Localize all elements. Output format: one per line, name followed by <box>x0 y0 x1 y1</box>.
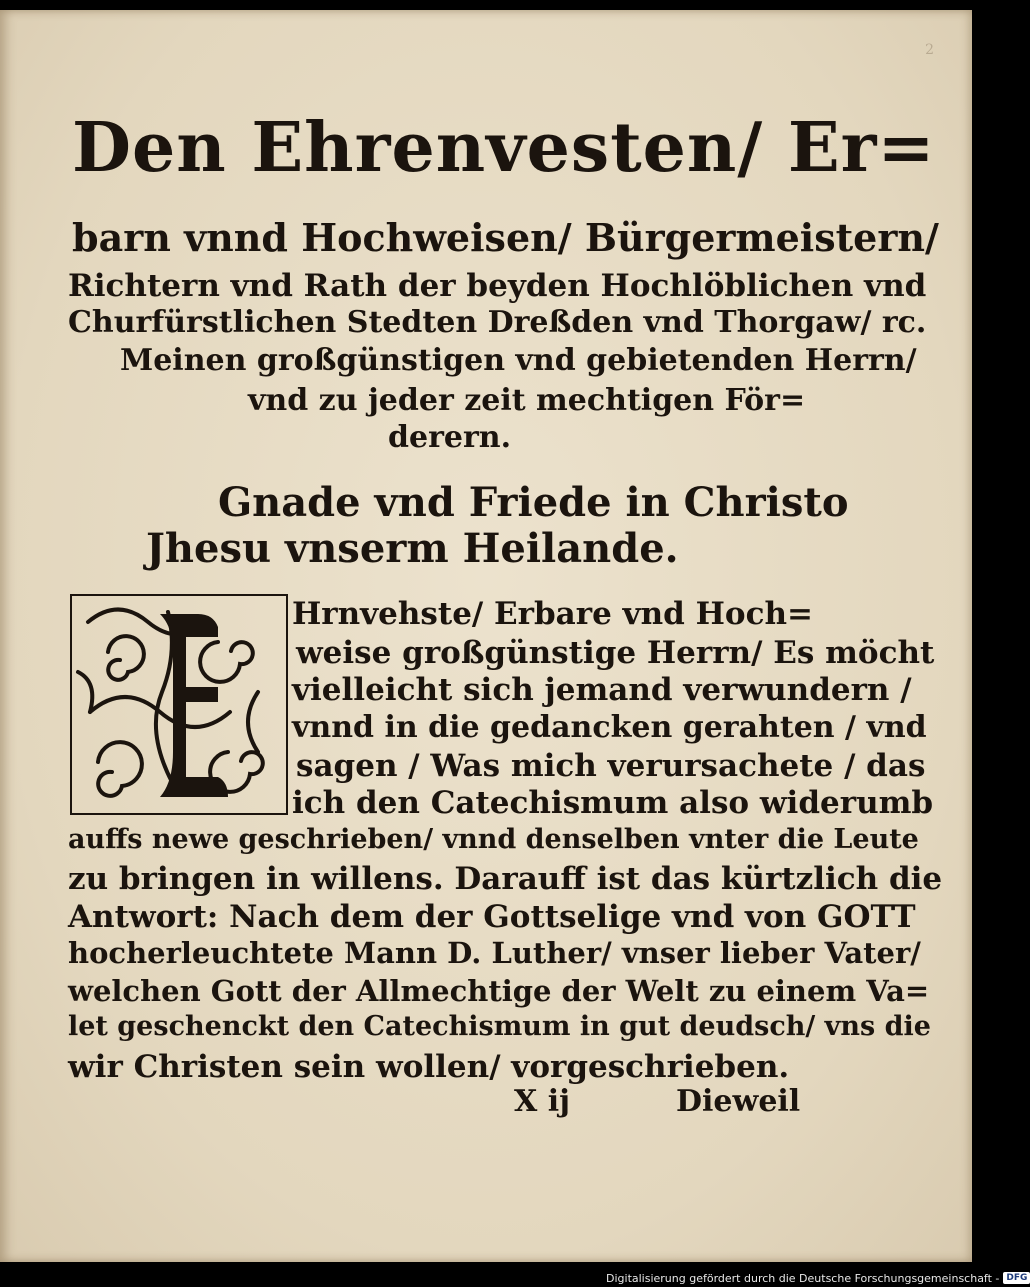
decorated-initial-letter <box>68 592 290 817</box>
greeting-line: Gnade vnd Friede in Christo <box>218 479 849 526</box>
body-line: auffs newe geschrieben/ vnnd denselben vnter die Leute <box>68 824 919 855</box>
signature-mark: X ij <box>514 1084 570 1119</box>
body-line: sagen / Was mich verursachete / das <box>296 748 926 784</box>
dfg-logo-icon[interactable]: DFG <box>1003 1272 1030 1284</box>
dedication-title: Den Ehrenvesten/ Er= <box>72 108 936 188</box>
greeting-line: Jhesu vnserm Heilande. <box>146 525 679 572</box>
book-page <box>0 10 972 1262</box>
body-line: ich den Catechismum also widerumb <box>292 785 934 821</box>
body-line: wir Christen sein wollen/ vorgeschrieben. <box>68 1049 790 1085</box>
catchword: Dieweil <box>676 1084 801 1119</box>
dedication-line: Meinen großgünstigen vnd gebietenden Herrn/ <box>120 343 917 378</box>
ornament-initial-icon <box>68 592 290 817</box>
digitization-credit <box>606 1270 1030 1286</box>
body-line: hocherleuchtete Mann D. Luther/ vnser lieber Vater/ <box>68 936 921 970</box>
body-line: let geschenckt den Catechismum in gut deudsch/ vns die <box>68 1011 931 1042</box>
body-line: weise großgünstige Herrn/ Es möcht <box>296 635 935 671</box>
body-line: zu bringen in willens. Darauff ist das kürtzlich die <box>68 861 943 897</box>
dedication-line: barn vnnd Hochweisen/ Bürgermeistern/ <box>72 215 939 260</box>
body-line: vielleicht sich jemand verwundern / <box>292 672 912 708</box>
dedication-line: Richtern vnd Rath der beyden Hochlöblichen vnd <box>68 268 927 304</box>
body-line: Hrnvehste/ Erbare vnd Hoch= <box>292 596 813 632</box>
dedication-line: derern. <box>388 420 512 455</box>
page-number-mark: 2 <box>925 42 934 58</box>
dedication-line: Churfürstlichen Stedten Dreßden vnd Thorgaw/ rc. <box>68 305 927 340</box>
credit-text: Digitalisierung gefördert durch die Deutsche Forschungsgemeinschaft - <box>606 1271 1000 1285</box>
dedication-line: vnd zu jeder zeit mechtigen För= <box>248 383 806 418</box>
body-line: welchen Gott der Allmechtige der Welt zu einem Va= <box>68 974 930 1008</box>
body-line: Antwort: Nach dem der Gottselige vnd von GOTT <box>68 899 916 935</box>
body-line: vnnd in die gedancken gerahten / vnd <box>292 710 927 745</box>
